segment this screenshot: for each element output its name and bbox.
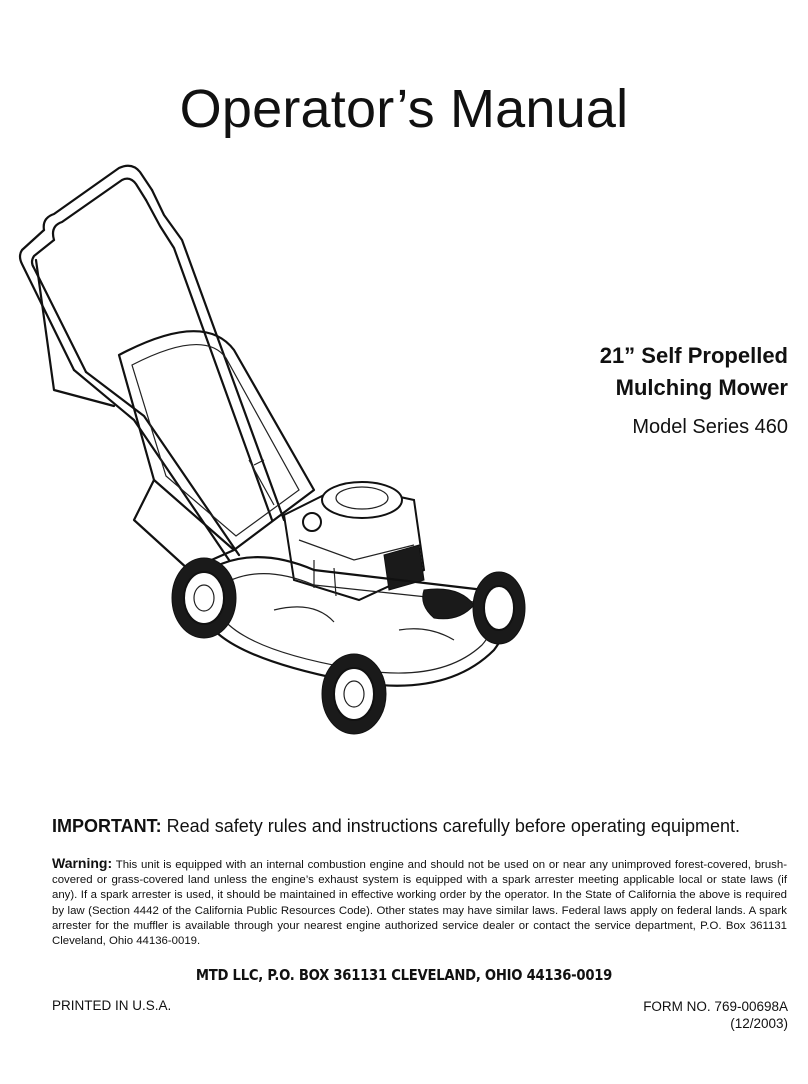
- lawn-mower-illustration: [14, 160, 534, 740]
- form-number-block: [643, 998, 788, 1032]
- warning-text: This unit is equipped with an internal combustion engine and should not be used on or near any unimproved forest-covered, brush-covered or grass-covered land unless the engine’s exhaust system is equipped with a spark arrester meeting applicable local or state laws (if any). If a spark arrester is used, it should be maintained in effective working order by the operator. In the State of California the above is required by law (Section 4442 of the California Public Resources Code). Other states may have similar laws. Federal laws apply on federal lands. A spark arrester for the muffler is available through your nearest engine authorized service dealer or contact the service department, P.O. Box 361131 Cleveland, Ohio 44136-0019.: [52, 859, 787, 948]
- company-address: MTD LLC, P.O. BOX 361131 CLEVELAND, OHIO 44136-0019: [195, 966, 613, 984]
- rear-left-wheel: [172, 558, 236, 638]
- model-series: Model Series 460: [632, 416, 788, 438]
- form-number: FORM NO. 769-00698A: [643, 999, 788, 1014]
- product-name-line1: 21” Self Propelled: [599, 343, 788, 368]
- product-name-line2: Mulching Mower: [615, 375, 788, 400]
- page-title: Operator’s Manual: [179, 79, 629, 140]
- important-text: Read safety rules and instructions carefully before operating equipment.: [161, 816, 740, 836]
- rear-right-wheel: [473, 572, 525, 644]
- important-notice: [52, 816, 740, 837]
- form-date: (12/2003): [730, 1016, 788, 1031]
- important-label: IMPORTANT:: [52, 816, 162, 836]
- warning-label: Warning:: [52, 855, 113, 871]
- product-heading: [600, 340, 788, 439]
- warning-paragraph: [52, 856, 787, 949]
- front-wheel: [322, 654, 386, 734]
- printed-in: PRINTED IN U.S.A.: [52, 998, 172, 1013]
